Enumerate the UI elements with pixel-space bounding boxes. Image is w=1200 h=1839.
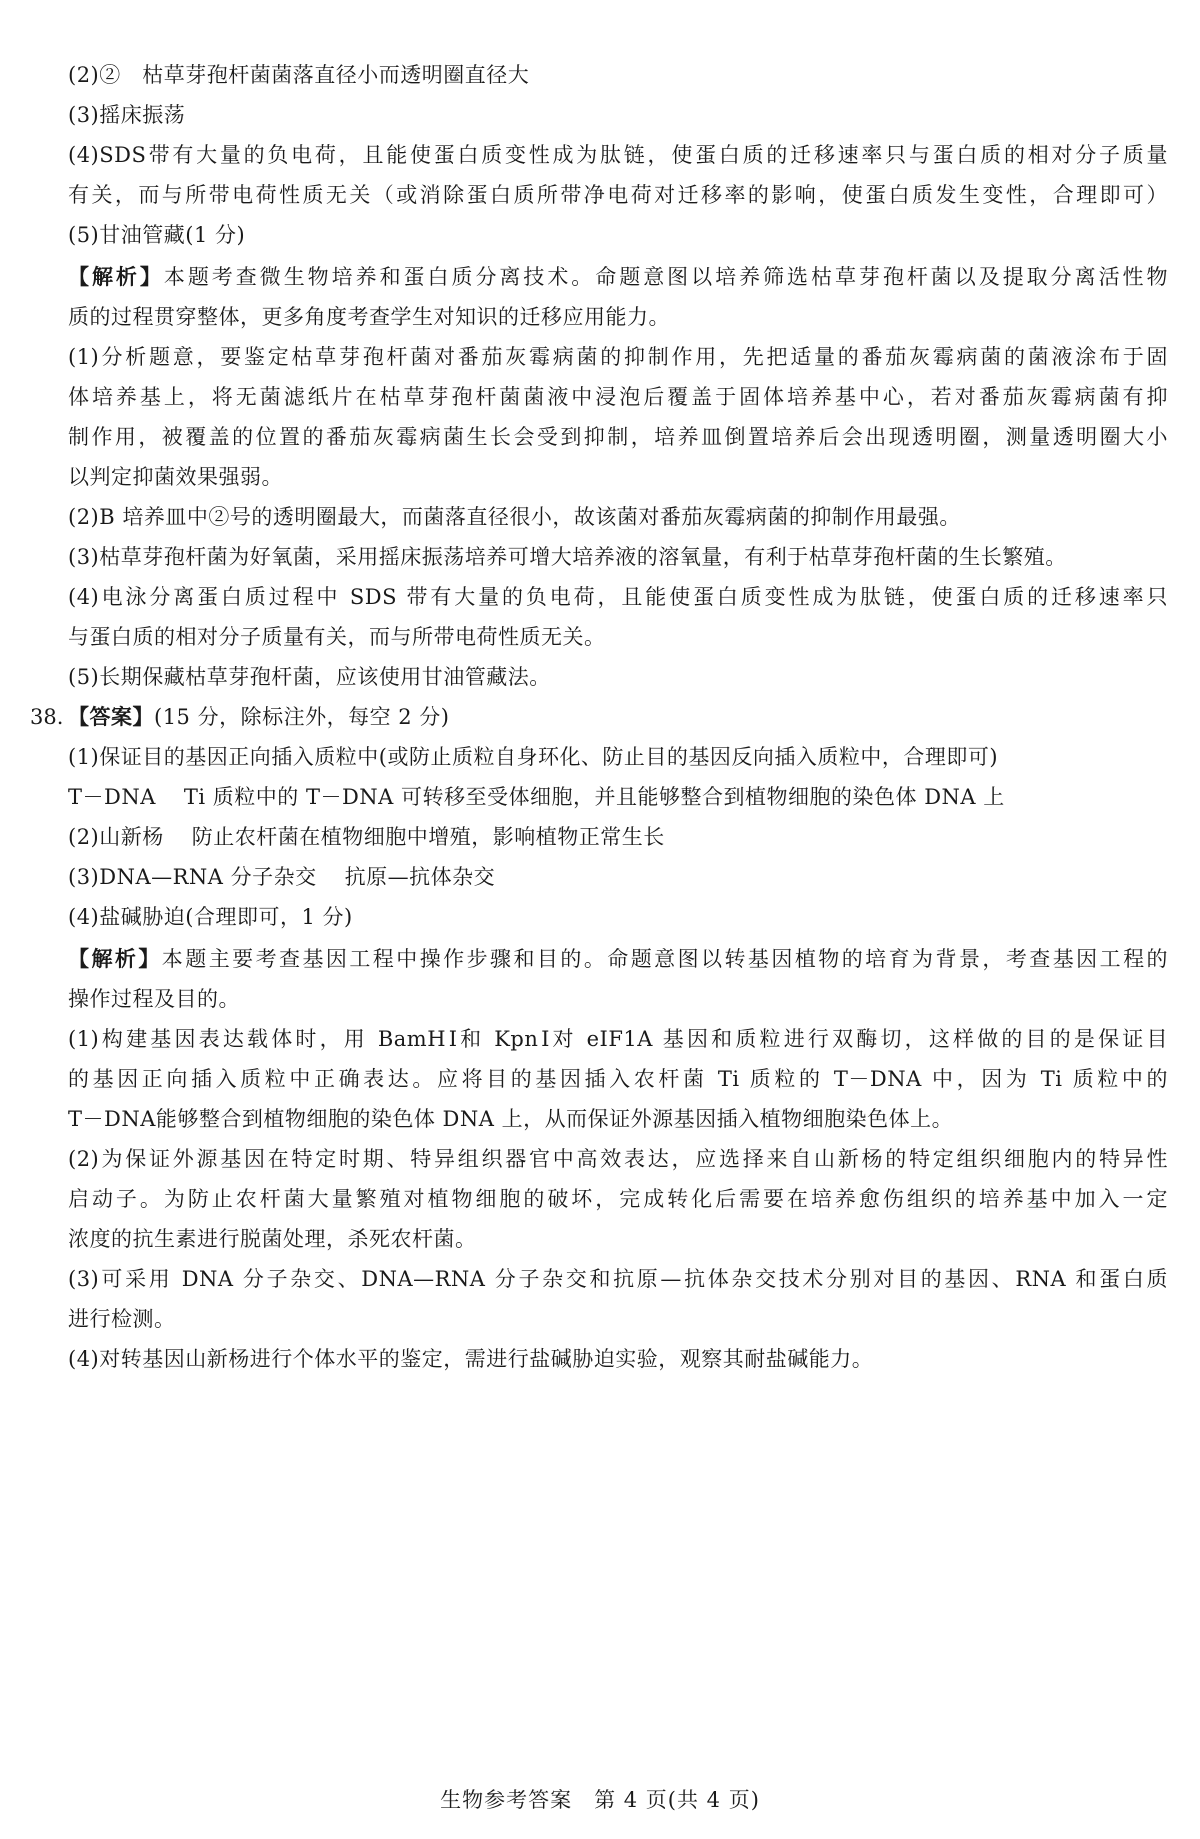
answer-37-3: (3)摇床振荡 — [68, 103, 186, 127]
answer-38-1b-left: T－DNA — [68, 785, 156, 809]
explain-37-1-line1: (1)分析题意，要鉴定枯草芽孢杆菌对番茄灰霉病菌的抑制作用，先把适量的番茄灰霉病菌的菌液涂布于固 — [68, 345, 1168, 369]
explain-38-1-line2: 的基因正向插入质粒中正确表达。应将目的基因插入农杆菌 Ti 质粒的 T－DNA 中，因为 Ti 质粒中的 — [68, 1067, 1168, 1091]
explain-38-1-line1: (1)构建基因表达载体时，用 BamHⅠ和 KpnⅠ对 eIF1A 基因和质粒进行双酶切，这样做的目的是保证目 — [68, 1027, 1168, 1051]
answer-tag: 【答案】 — [68, 704, 154, 729]
answer-38-3-left: (3)DNA—RNA 分子杂交 — [68, 865, 317, 889]
analysis-text: 本题主要考查基因工程中操作步骤和目的。命题意图以转基因植物的培育为背景，考查基因工程的 — [161, 947, 1168, 971]
answer-37-4-line1: (4)SDS带有大量的负电荷，且能使蛋白质变性成为肽链，使蛋白质的迁移速率只与蛋白质的相对分子质量 — [68, 143, 1168, 167]
explain-37-1-line2: 体培养基上，将无菌滤纸片在枯草芽孢杆菌菌液中浸泡后覆盖于固体培养基中心，若对番茄灰霉病菌有抑 — [68, 385, 1168, 409]
answer-38-header — [68, 702, 1168, 732]
analysis-37-line2: 质的过程贯穿整体，更多角度考查学生对知识的迁移应用能力。 — [68, 305, 670, 329]
answer-38-2-right: 防止农杆菌在植物细胞中增殖，影响植物正常生长 — [191, 825, 665, 849]
explain-38-1-line3: T－DNA能够整合到植物细胞的染色体 DNA 上，从而保证外源基因插入植物细胞染色体上。 — [68, 1107, 954, 1131]
answer-38-4: (4)盐碱胁迫(合理即可，1 分) — [68, 905, 353, 929]
analysis-37-line1 — [68, 262, 1168, 292]
answer-37-4-line2: 有关，而与所带电荷性质无关（或消除蛋白质所带净电荷对迁移率的影响，使蛋白质发生变性，合理即可） — [68, 183, 1168, 207]
question-number-38: 38. — [30, 705, 64, 729]
answer-37-5: (5)甘油管藏(1 分) — [68, 223, 246, 247]
analysis-tag: 【解析】 — [68, 946, 162, 971]
explain-38-2-line1: (2)为保证外源基因在特定时期、特异组织器官中高效表达，应选择来自山新杨的特定组织细胞内的特异性 — [68, 1147, 1168, 1171]
explain-37-2: (2)B 培养皿中②号的透明圈最大，而菌落直径很小，故该菌对番茄灰霉病菌的抑制作用最强。 — [68, 505, 961, 529]
answer-38-1b — [68, 782, 1168, 812]
answer-note: (15 分，除标注外，每空 2 分) — [154, 705, 450, 729]
explain-38-2-line2: 启动子。为防止农杆菌大量繁殖对植物细胞的破坏，完成转化后需要在培养愈伤组织的培养基中加入一定 — [68, 1187, 1168, 1211]
analysis-tag: 【解析】 — [68, 264, 164, 289]
explain-38-4: (4)对转基因山新杨进行个体水平的鉴定，需进行盐碱胁迫实验，观察其耐盐碱能力。 — [68, 1347, 874, 1371]
explain-37-1-line3: 制作用，被覆盖的位置的番茄灰霉病菌生长会受到抑制，培养皿倒置培养后会出现透明圈，测量透明圈大小 — [68, 425, 1168, 449]
explain-37-4-line2: 与蛋白质的相对分子质量有关，而与所带电荷性质无关。 — [68, 625, 606, 649]
answer-38-2 — [68, 822, 1168, 852]
explain-37-1-line4: 以判定抑菌效果强弱。 — [68, 465, 283, 489]
analysis-38-line2: 操作过程及目的。 — [68, 987, 240, 1011]
answer-38-2-left: (2)山新杨 — [68, 825, 164, 849]
answer-38-3-right: 抗原—抗体杂交 — [344, 865, 496, 889]
page-footer: 生物参考答案 第 4 页(共 4 页) — [440, 1788, 760, 1812]
answer-38-1b-right: Ti 质粒中的 T－DNA 可转移至受体细胞，并且能够整合到植物细胞的染色体 DNA 上 — [183, 785, 1005, 809]
explain-38-3-line1: (3)可采用 DNA 分子杂交、DNA—RNA 分子杂交和抗原—抗体杂交技术分别对目的基因、RNA 和蛋白质 — [68, 1267, 1168, 1291]
answer-38-1: (1)保证目的基因正向插入质粒中(或防止质粒自身环化、防止目的基因反向插入质粒中，合理即可) — [68, 745, 999, 769]
analysis-38-line1 — [68, 944, 1168, 974]
explain-37-5: (5)长期保藏枯草芽孢杆菌，应该使用甘油管藏法。 — [68, 665, 551, 689]
answer-38-3 — [68, 862, 1168, 892]
explain-37-4-line1: (4)电泳分离蛋白质过程中 SDS 带有大量的负电荷，且能使蛋白质变性成为肽链，使蛋白质的迁移速率只 — [68, 585, 1168, 609]
explain-38-2-line3: 浓度的抗生素进行脱菌处理，杀死农杆菌。 — [68, 1227, 477, 1251]
explain-38-3-line2: 进行检测。 — [68, 1307, 176, 1331]
answer-37-2: (2)② 枯草芽孢杆菌菌落直径小而透明圈直径大 — [68, 63, 530, 87]
explain-37-3: (3)枯草芽孢杆菌为好氧菌，采用摇床振荡培养可增大培养液的溶氧量，有利于枯草芽孢杆菌的生长繁殖。 — [68, 545, 1067, 569]
analysis-text: 本题考查微生物培养和蛋白质分离技术。命题意图以培养筛选枯草芽孢杆菌以及提取分离活性物 — [163, 265, 1168, 289]
